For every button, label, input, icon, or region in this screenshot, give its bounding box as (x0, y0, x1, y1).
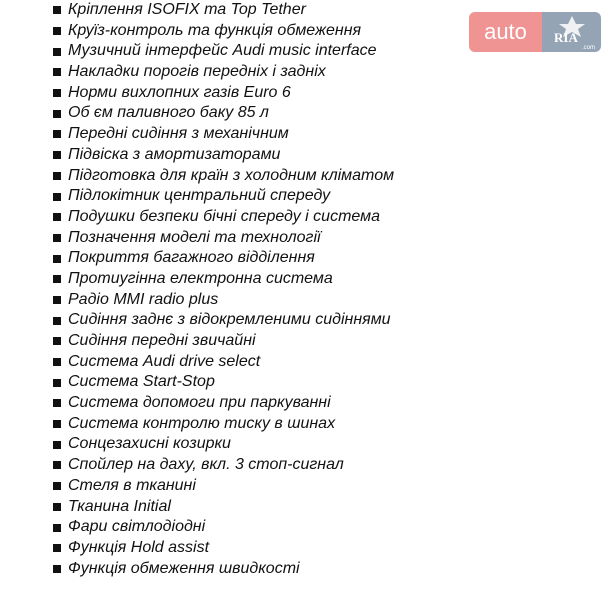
square-bullet-icon (53, 461, 61, 469)
feature-list-item (53, 352, 394, 373)
square-bullet-icon (53, 482, 61, 490)
feature-list-item (53, 310, 394, 331)
square-bullet-icon (53, 503, 61, 511)
square-bullet-icon (53, 6, 61, 14)
feature-text: Сидіння передні звичайні (68, 332, 256, 349)
watermark-ria-block (542, 12, 601, 52)
square-bullet-icon (53, 89, 61, 97)
feature-list-item (53, 207, 394, 228)
square-bullet-icon (53, 565, 61, 573)
feature-list-item (53, 0, 394, 21)
square-bullet-icon (53, 234, 61, 242)
feature-text: Функція обмеження швидкості (68, 559, 300, 577)
feature-list-item (53, 331, 394, 352)
feature-list-item (53, 517, 394, 538)
feature-list-item (53, 124, 394, 145)
square-bullet-icon (53, 358, 61, 366)
feature-list-item (53, 103, 394, 124)
feature-list-item (53, 476, 394, 497)
feature-list-item (53, 372, 394, 393)
square-bullet-icon (53, 68, 61, 76)
feature-text: Сидіння заднє з відокремленими сидіннями (68, 311, 391, 329)
feature-list-item (53, 186, 394, 207)
feature-text: Норми вихлопних газів Euro 6 (68, 83, 291, 101)
watermark-auto-text: auto (469, 12, 542, 52)
feature-text: Сонцезахисні козирки (68, 435, 231, 453)
feature-list-item (53, 83, 394, 104)
square-bullet-icon (53, 130, 61, 138)
feature-text: Система допомоги при паркуванні (68, 394, 331, 412)
square-bullet-icon (53, 110, 61, 118)
feature-text: Позначення моделі та технології (68, 228, 321, 246)
watermark-domain-text: .com (582, 45, 596, 51)
feature-text: Кріплення ISOFIX та Top Tether (68, 1, 306, 18)
feature-text: Радіо MMI radio plus (68, 290, 219, 308)
feature-list-item (53, 538, 394, 559)
square-bullet-icon (53, 337, 61, 345)
feature-list-item (53, 41, 394, 62)
square-bullet-icon (53, 544, 61, 552)
feature-text: Протиугінна електронна система (68, 269, 333, 287)
feature-text: Тканина Initial (68, 497, 171, 515)
square-bullet-icon (53, 255, 61, 263)
square-bullet-icon (53, 275, 61, 283)
feature-text: Підвіска з амортизаторами (68, 145, 281, 163)
feature-list-item (53, 455, 394, 476)
feature-list-item (53, 248, 394, 269)
feature-text: Функція Hold assist (68, 538, 210, 556)
feature-text: Покриття багажного відділення (68, 249, 315, 267)
feature-list-item (53, 393, 394, 414)
square-bullet-icon (53, 399, 61, 407)
feature-text: Передні сидіння з механічним (68, 125, 289, 143)
feature-text: Стеля в тканині (68, 476, 196, 494)
feature-list-item (53, 559, 394, 580)
feature-list (53, 0, 394, 579)
square-bullet-icon (53, 48, 61, 56)
square-bullet-icon (53, 441, 61, 449)
feature-text: Система Audi drive select (68, 352, 261, 370)
square-bullet-icon (53, 379, 61, 387)
feature-list-item (53, 269, 394, 290)
feature-text: Система Start-Stop (68, 373, 215, 391)
feature-text: Музичний інтерфейс Audi music interface (68, 42, 377, 60)
feature-list-item (53, 62, 394, 83)
square-bullet-icon (53, 193, 61, 201)
feature-list-item (53, 21, 394, 42)
feature-list-item (53, 434, 394, 455)
ria-star-icon (542, 12, 601, 52)
feature-text: Круїз-контроль та функція обмеження (68, 21, 362, 39)
watermark-ria-text: RIA (554, 30, 578, 45)
feature-list-item (53, 145, 394, 166)
square-bullet-icon (53, 296, 61, 304)
feature-list-item (53, 290, 394, 311)
feature-text: Підлокітник центральний спереду (68, 187, 331, 205)
feature-list-item (53, 166, 394, 187)
feature-list-item (53, 228, 394, 249)
feature-list-item (53, 497, 394, 518)
feature-text: Об єм паливного баку 85 л (68, 104, 269, 122)
square-bullet-icon (53, 172, 61, 180)
feature-text: Підготовка для країн з холодним кліматом (68, 166, 395, 184)
square-bullet-icon (53, 317, 61, 325)
auto-ria-watermark-logo (469, 12, 601, 52)
square-bullet-icon (53, 27, 61, 35)
feature-text: Подушки безпеки бічні спереду і система (68, 207, 380, 225)
square-bullet-icon (53, 420, 61, 428)
feature-text: Спойлер на даху, вкл. 3 стоп-сигнал (68, 456, 344, 474)
feature-text: Система контролю тиску в шинах (68, 414, 336, 432)
feature-text: Накладки порогів передніх і задніх (68, 63, 326, 81)
feature-text: Фари світлодіодні (68, 518, 206, 536)
square-bullet-icon (53, 524, 61, 532)
square-bullet-icon (53, 213, 61, 221)
square-bullet-icon (53, 151, 61, 159)
feature-list-item (53, 414, 394, 435)
